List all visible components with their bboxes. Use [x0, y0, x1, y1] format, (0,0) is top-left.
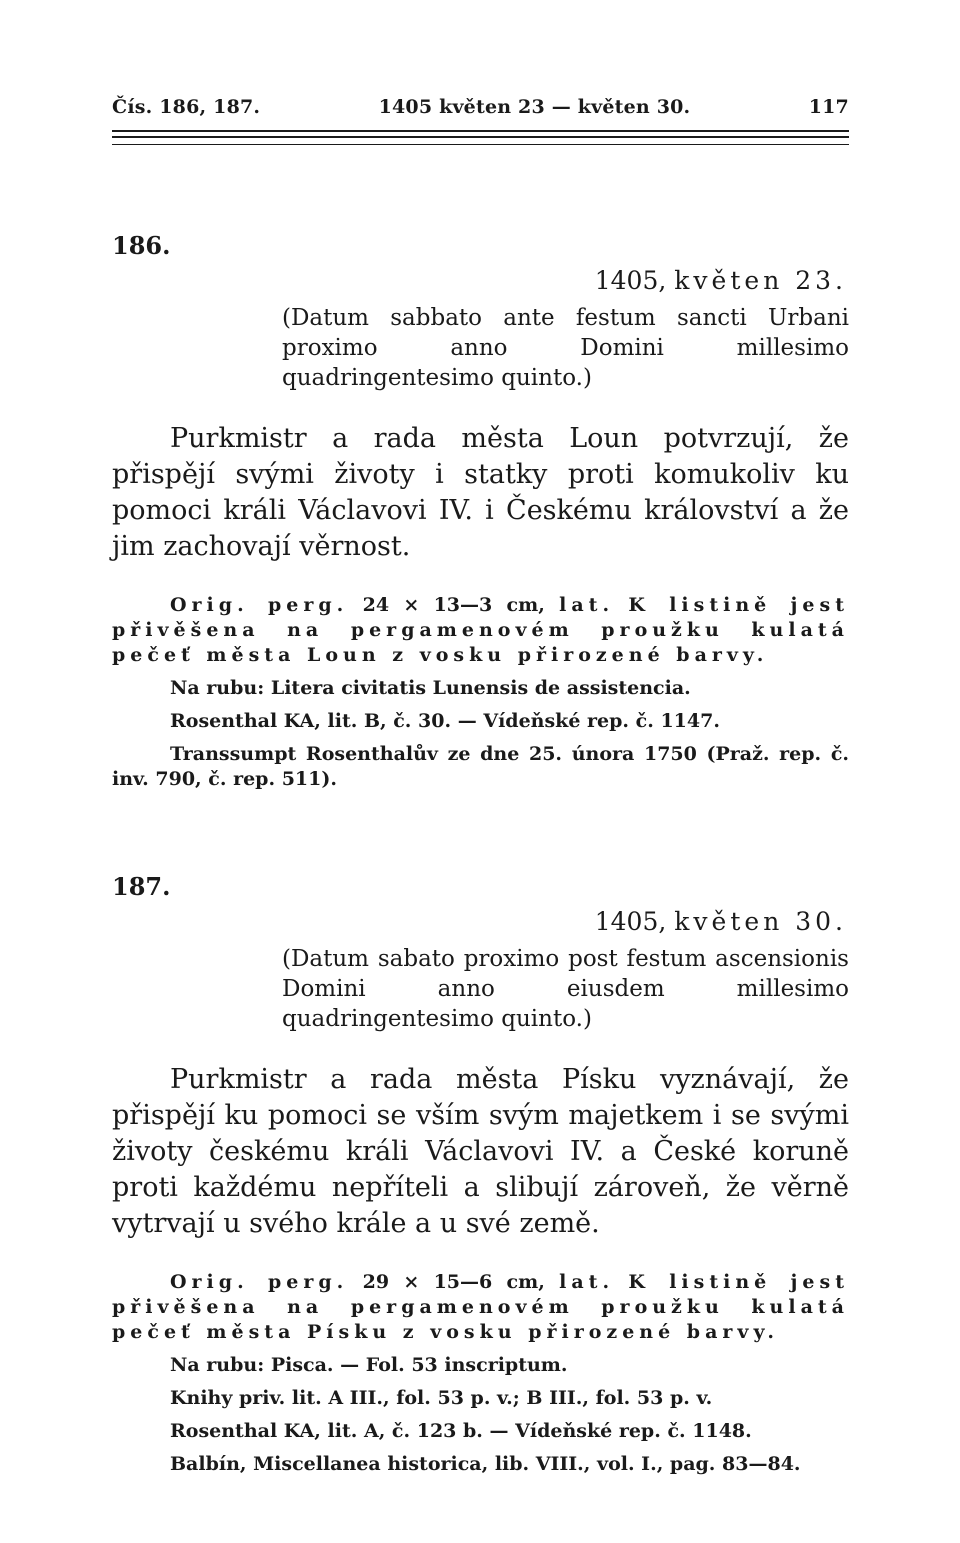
- note-reference: Rosenthal KA, lit. B, č. 30. — Vídeňské rep. č. 1147.: [170, 710, 720, 732]
- page: [112, 96, 849, 1477]
- note-transsumpt: Transsumpt Rosenthalův ze dne 25. února 1750 (Praž. rep. č. inv. 790, č. rep. 511).: [112, 743, 849, 790]
- date-year: 1405,: [594, 266, 667, 295]
- document-notes: [112, 593, 849, 792]
- document-date: [112, 907, 849, 936]
- document-summary: Purkmistr a rada města Písku vyznávají, že přispějí ku pomoci se vším svým majetkem i se svými životy českému králi Václavovi IV. a České koruně proti každému nepříteli a slibují zároveň, že věrně vytrvají u svého krále a u své země.: [112, 1064, 849, 1239]
- running-header: [112, 96, 849, 128]
- page-number: 117: [808, 96, 849, 118]
- datum-clause: (Datum sabbato ante festum sancti Urbani proximo anno Domini millesimo quadringentesimo quinto.): [282, 305, 849, 391]
- header-document-range: Čís. 186, 187.: [112, 96, 261, 118]
- document-summary: Purkmistr a rada města Loun potvrzují, že přispějí svými životy i statky proti komukoliv ku pomoci králi Václavovi IV. i Českému království a že jim zachovají věrnost.: [112, 423, 849, 562]
- orig-prefix: Orig. perg.: [170, 594, 349, 616]
- note-manuscript-books: Knihy priv. lit. A III., fol. 53 p. v.; B III., fol. 53 p. v.: [170, 1387, 713, 1409]
- orig-language: lat.: [559, 1271, 615, 1293]
- note-verso: Na rubu: Pisca. — Fol. 53 inscriptum.: [170, 1354, 568, 1376]
- document-187: [112, 872, 849, 1477]
- document-186: [112, 231, 849, 792]
- header-double-rule: [112, 136, 849, 145]
- date-month-day: květen 30.: [674, 907, 847, 936]
- original-description: [112, 1270, 849, 1345]
- document-notes: [112, 1270, 849, 1477]
- date-month-day: květen 23.: [674, 266, 847, 295]
- note-verso: Na rubu: Litera civitatis Lunensis de assistencia.: [170, 677, 691, 699]
- datum-clause: (Datum sabato proximo post festum ascensionis Domini anno eiusdem millesimo quadringentesimo quinto.): [282, 946, 849, 1032]
- original-description: [112, 593, 849, 668]
- orig-dimensions: 24 × 13—3 cm,: [362, 594, 545, 616]
- header-rule: [112, 130, 849, 132]
- orig-prefix: Orig. perg.: [170, 1271, 349, 1293]
- date-year: 1405,: [594, 907, 667, 936]
- document-date: [112, 266, 849, 295]
- document-number: 186.: [112, 231, 171, 260]
- note-literature: Balbín, Miscellanea historica, lib. VIII., vol. I., pag. 83—84.: [170, 1453, 801, 1475]
- document-number: 187.: [112, 872, 171, 901]
- note-reference: Rosenthal KA, lit. A, č. 123 b. — Vídeňské rep. č. 1148.: [170, 1420, 752, 1442]
- header-date-range: 1405 květen 23 — květen 30.: [378, 96, 691, 118]
- orig-seal-description: K listině jest přivěšena na pergamenovém proužku kulatá pečeť města Loun z vosku přirozené barvy.: [112, 594, 849, 666]
- orig-language: lat.: [559, 594, 615, 616]
- orig-dimensions: 29 × 15—6 cm,: [362, 1271, 545, 1293]
- orig-seal-description: K listině jest přivěšena na pergamenovém proužku kulatá pečeť města Písku z vosku přirozené barvy.: [112, 1271, 849, 1343]
